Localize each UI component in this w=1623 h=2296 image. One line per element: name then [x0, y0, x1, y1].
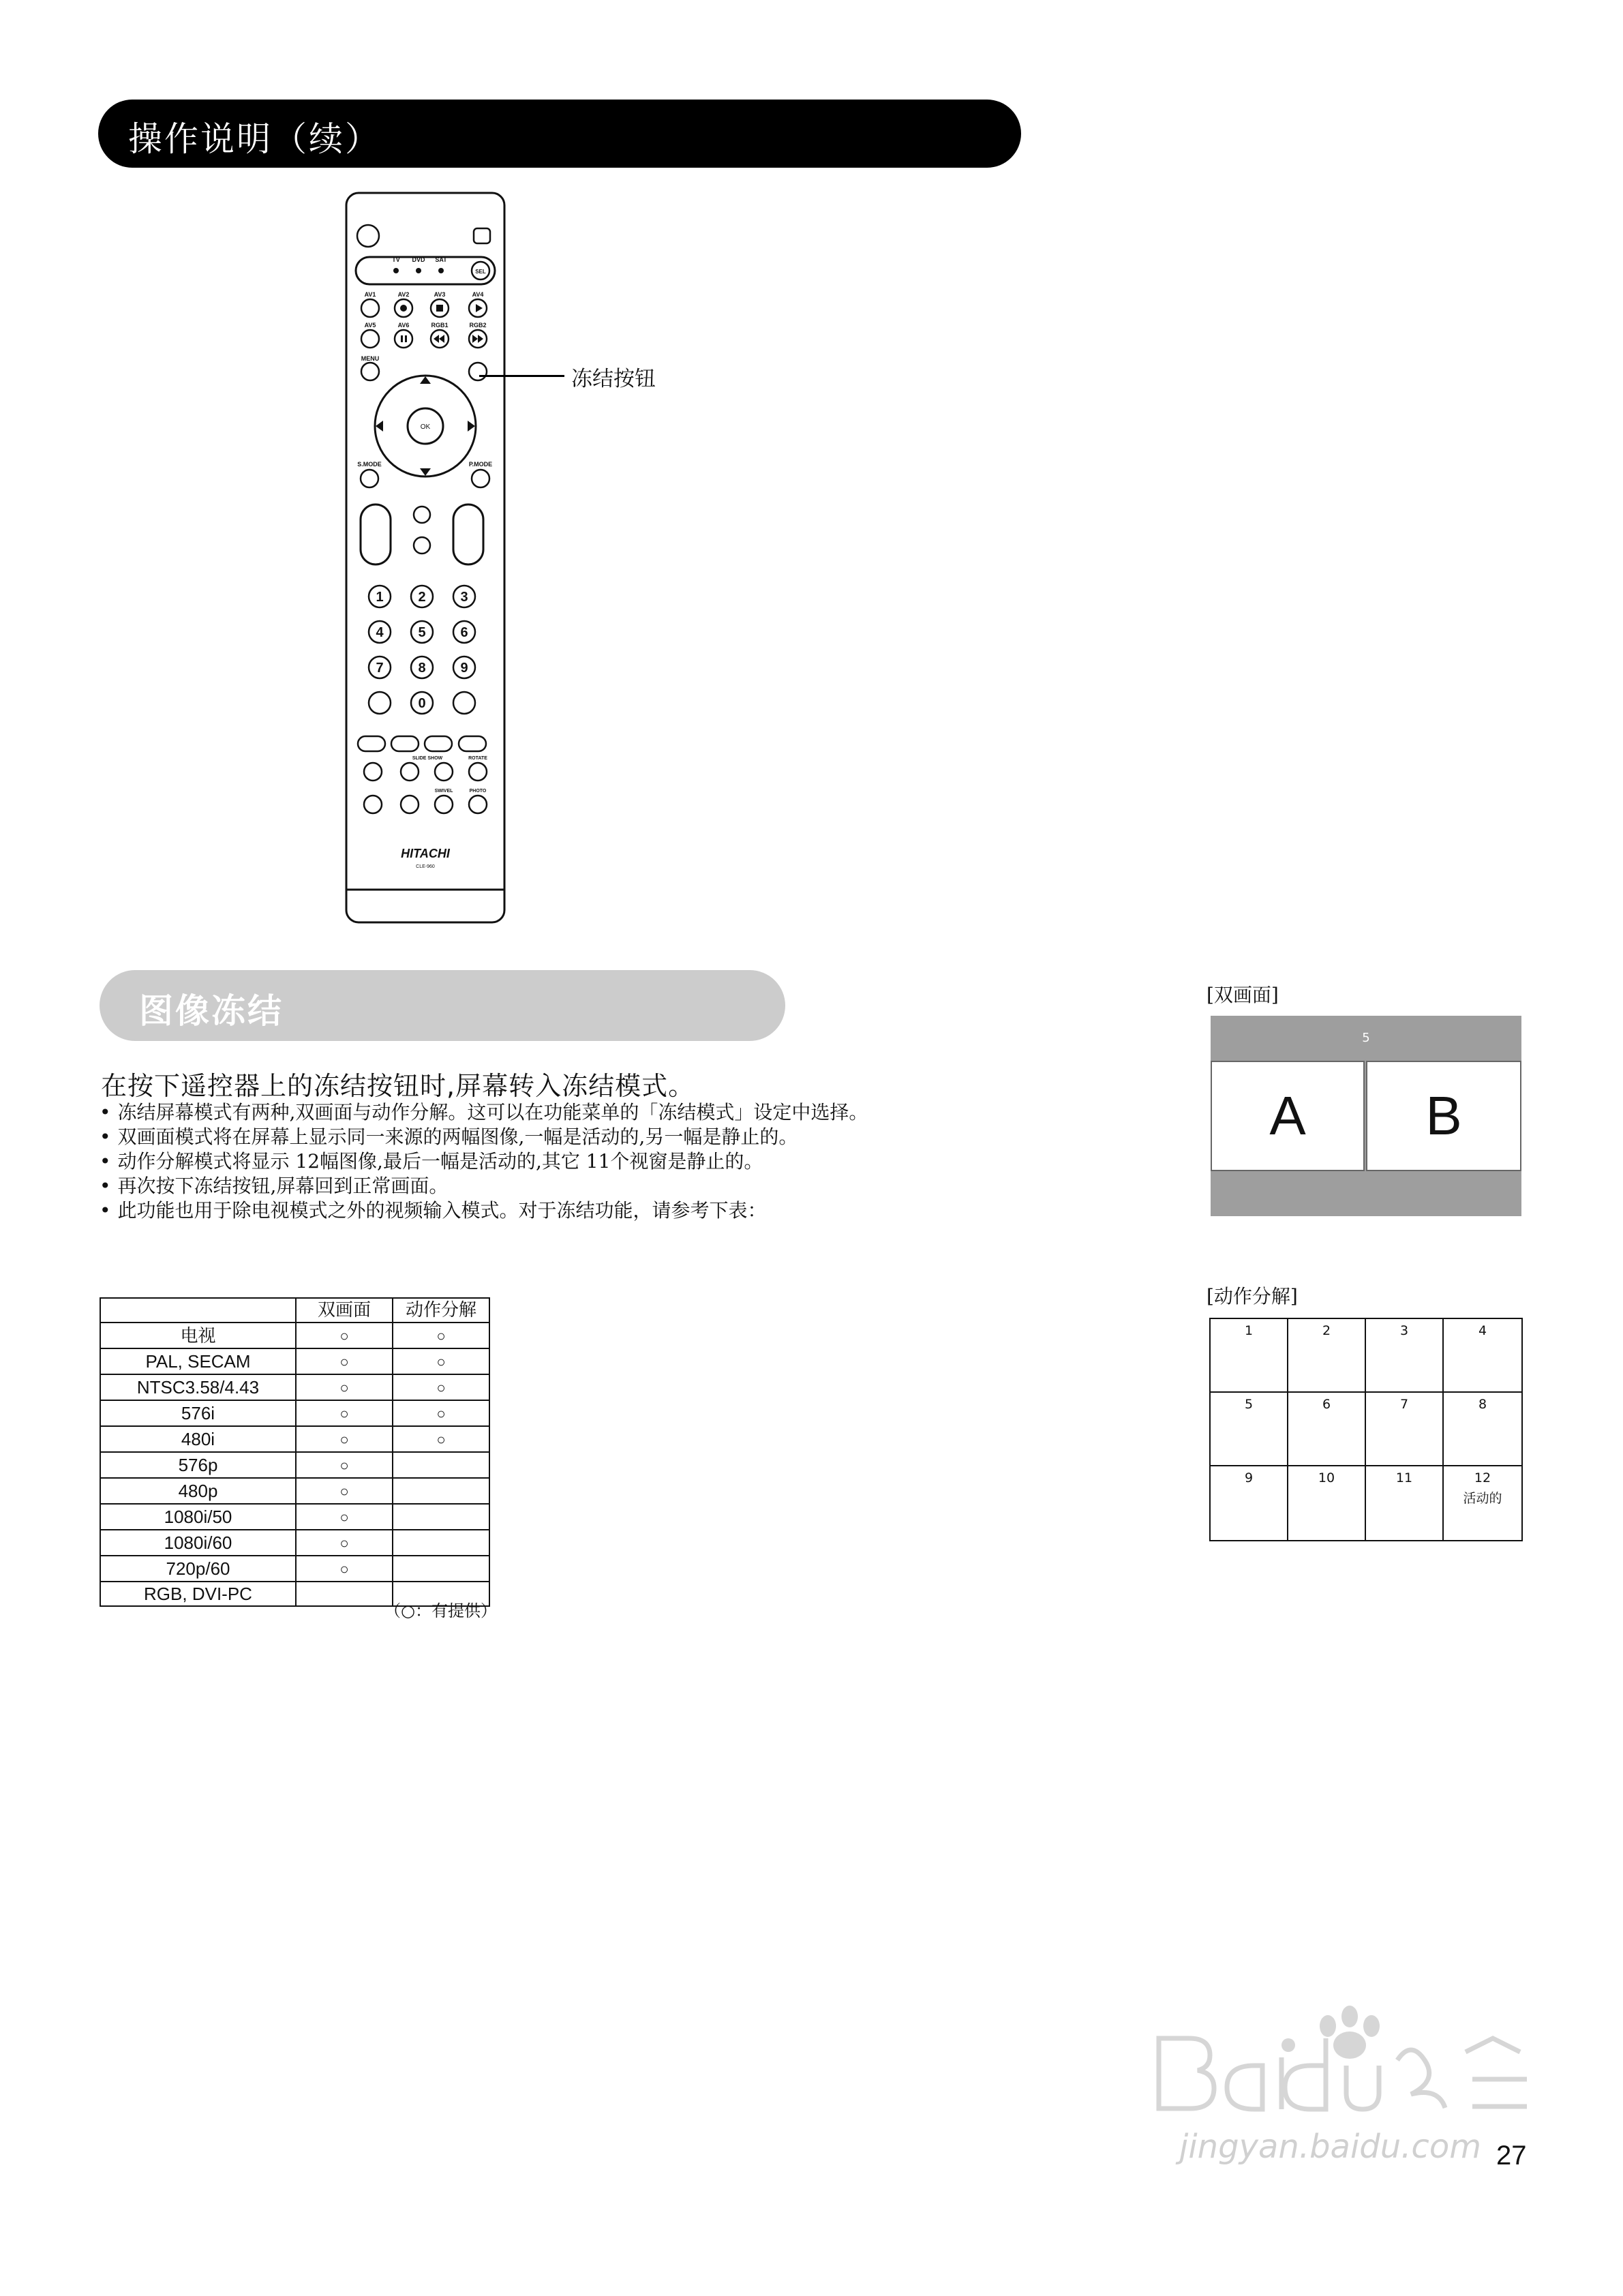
supported-mark: ○ — [339, 1379, 349, 1396]
bullet-item: • 双画面模式将在屏幕上显示同一来源的两幅图像,一幅是活动的,另一幅是静止的。 — [100, 1125, 868, 1149]
supported-mark: ○ — [339, 1483, 349, 1500]
grid-cell: 8 — [1444, 1393, 1521, 1466]
grid-cell: 11 — [1366, 1466, 1444, 1540]
table-cell-source: 1080i/50 — [100, 1504, 296, 1530]
remote-label-menu: MENU — [361, 355, 380, 362]
dual-pane-a: A — [1211, 1061, 1365, 1171]
table-cell-source: PAL, SECAM — [100, 1348, 296, 1374]
bullet-item: • 再次按下冻结按钮,屏幕回到正常画面。 — [100, 1174, 868, 1198]
supported-mark: ○ — [339, 1457, 349, 1474]
table-cell-dual — [296, 1452, 393, 1478]
remote-label-swivel: SWIVEL — [434, 789, 453, 794]
remote-digit-1: 1 — [376, 590, 384, 605]
dual-picture-number: 5 — [1362, 1031, 1370, 1045]
table-cell-motion — [393, 1478, 489, 1504]
motion-breakdown-grid — [1209, 1318, 1523, 1541]
table-row — [100, 1530, 489, 1556]
remote-label-rotate: ROTATE — [468, 756, 487, 761]
section-bar — [100, 970, 785, 1041]
header-bar — [98, 100, 1021, 168]
motion-breakdown-label: [动作分解] — [1207, 1285, 1298, 1308]
supported-mark: ○ — [339, 1353, 349, 1370]
grid-cell-active: 12 活动的 — [1444, 1466, 1521, 1540]
remote-label-slideshow: SLIDE SHOW — [412, 756, 443, 761]
table-header-motion: 动作分解 — [393, 1298, 489, 1323]
table-legend-note: （○：有提供） — [384, 1601, 497, 1620]
remote-label-av6: AV6 — [397, 322, 410, 329]
supported-mark: ○ — [436, 1327, 446, 1344]
table-cell-source: 电视 — [100, 1323, 296, 1348]
remote-digit-2: 2 — [418, 590, 426, 605]
remote-label-ok: OK — [420, 423, 431, 431]
table-row — [100, 1374, 489, 1400]
table-header-dual: 双画面 — [296, 1298, 393, 1323]
table-cell-motion — [393, 1348, 489, 1374]
table-cell-source: NTSC3.58/4.43 — [100, 1374, 296, 1400]
table-row — [100, 1556, 489, 1582]
page-number: 27 — [1496, 2141, 1527, 2171]
supported-mark: ○ — [339, 1327, 349, 1344]
table-cell-dual — [296, 1530, 393, 1556]
table-cell-dual — [296, 1374, 393, 1400]
remote-control-illustration — [344, 191, 506, 924]
grid-cell: 2 — [1288, 1319, 1366, 1393]
remote-digit-0: 0 — [418, 696, 426, 711]
table-row — [100, 1400, 489, 1426]
table-cell-source: 720p/60 — [100, 1556, 296, 1582]
table-row — [100, 1323, 489, 1348]
remote-label-sel: SEL — [475, 269, 486, 275]
table-cell-motion — [393, 1452, 489, 1478]
svg-text:jingyan.baidu.com: jingyan.baidu.com — [1179, 2128, 1481, 2166]
freeze-button-callout: 冻结按钮 — [571, 367, 656, 391]
bullet-list — [100, 1100, 868, 1223]
table-cell-dual — [296, 1504, 393, 1530]
grid-cell: 10 — [1288, 1466, 1366, 1540]
grid-cell: 9 — [1211, 1466, 1288, 1540]
bullet-item: • 此功能也用于除电视模式之外的视频输入模式。对于冻结功能，请参考下表： — [100, 1198, 868, 1223]
table-header-source — [100, 1298, 296, 1323]
table-cell-dual — [296, 1426, 393, 1452]
supported-mark: ○ — [339, 1535, 349, 1552]
table-row — [100, 1504, 489, 1530]
remote-label-av3: AV3 — [434, 291, 446, 298]
grid-cell: 1 — [1211, 1319, 1288, 1393]
table-cell-source: 576p — [100, 1452, 296, 1478]
grid-cell: 3 — [1366, 1319, 1444, 1393]
supported-mark: ○ — [339, 1560, 349, 1577]
remote-digit-8: 8 — [418, 661, 426, 676]
remote-label-tv: TV — [392, 256, 400, 263]
grid-cell: 5 — [1211, 1393, 1288, 1466]
table-cell-source: 1080i/60 — [100, 1530, 296, 1556]
remote-digit-3: 3 — [460, 590, 468, 605]
bullet-item: • 动作分解模式将显示 12幅图像,最后一幅是活动的,其它 11个视窗是静止的。 — [100, 1149, 868, 1174]
remote-label-smode: S.MODE — [357, 461, 382, 468]
freeze-support-table — [100, 1297, 490, 1607]
table-cell-motion — [393, 1530, 489, 1556]
table-cell-source: 576i — [100, 1400, 296, 1426]
supported-mark: ○ — [339, 1431, 349, 1448]
table-cell-source: 480p — [100, 1478, 296, 1504]
table-row — [100, 1478, 489, 1504]
table-cell-dual — [296, 1556, 393, 1582]
remote-label-photo: PHOTO — [469, 789, 487, 794]
lead-text: 在按下遥控器上的冻结按钮时,屏幕转入冻结模式。 — [101, 1071, 695, 1101]
grid-cell: 6 — [1288, 1393, 1366, 1466]
remote-digit-6: 6 — [460, 625, 468, 640]
table-row — [100, 1426, 489, 1452]
table-cell-motion — [393, 1400, 489, 1426]
supported-mark: ○ — [436, 1353, 446, 1370]
remote-label-av5: AV5 — [364, 322, 376, 329]
table-row — [100, 1452, 489, 1478]
table-cell-motion — [393, 1426, 489, 1452]
remote-digit-9: 9 — [460, 661, 468, 676]
table-cell-source: 480i — [100, 1426, 296, 1452]
table-cell-motion — [393, 1374, 489, 1400]
table-cell-dual — [296, 1582, 393, 1606]
table-cell-motion — [393, 1504, 489, 1530]
remote-label-rgb2: RGB2 — [469, 322, 487, 329]
remote-label-sat: SAT — [435, 256, 447, 263]
remote-label-pmode: P.MODE — [468, 461, 493, 468]
dual-picture-label: [双画面] — [1207, 984, 1279, 1006]
remote-label-av4: AV4 — [472, 291, 484, 298]
grid-cell: 7 — [1366, 1393, 1444, 1466]
active-note: 活动的 — [1463, 1491, 1502, 1506]
remote-model: CLE-960 — [416, 864, 435, 869]
table-cell-motion — [393, 1323, 489, 1348]
supported-mark: ○ — [436, 1405, 446, 1422]
callout-line — [479, 375, 564, 377]
dual-pane-b: B — [1366, 1061, 1521, 1171]
remote-label-av2: AV2 — [397, 291, 410, 298]
supported-mark: ○ — [436, 1431, 446, 1448]
table-header-row — [100, 1298, 489, 1323]
grid-cell: 4 — [1444, 1319, 1521, 1393]
page-title: 操作说明（续） — [128, 119, 381, 159]
remote-brand: HITACHI — [401, 847, 450, 860]
remote-label-av1: AV1 — [364, 291, 376, 298]
remote-digit-5: 5 — [418, 625, 426, 640]
remote-label-rgb1: RGB1 — [431, 322, 449, 329]
table-cell-dual — [296, 1348, 393, 1374]
remote-label-dvd: DVD — [412, 256, 425, 263]
table-row — [100, 1348, 489, 1374]
table-cell-motion — [393, 1556, 489, 1582]
table-cell-dual — [296, 1400, 393, 1426]
supported-mark: ○ — [339, 1405, 349, 1422]
bullet-item: • 冻结屏幕模式有两种,双画面与动作分解。这可以在功能菜单的「冻结模式」设定中选择。 — [100, 1100, 868, 1125]
table-cell-dual — [296, 1478, 393, 1504]
supported-mark: ○ — [436, 1379, 446, 1396]
dual-picture-diagram — [1211, 1016, 1521, 1216]
table-cell-dual — [296, 1323, 393, 1348]
table-cell-source: RGB, DVI-PC — [100, 1582, 296, 1606]
remote-digit-7: 7 — [376, 661, 384, 676]
supported-mark: ○ — [339, 1509, 349, 1526]
remote-digit-4: 4 — [376, 625, 384, 640]
section-title: 图像冻结 — [139, 991, 284, 1031]
